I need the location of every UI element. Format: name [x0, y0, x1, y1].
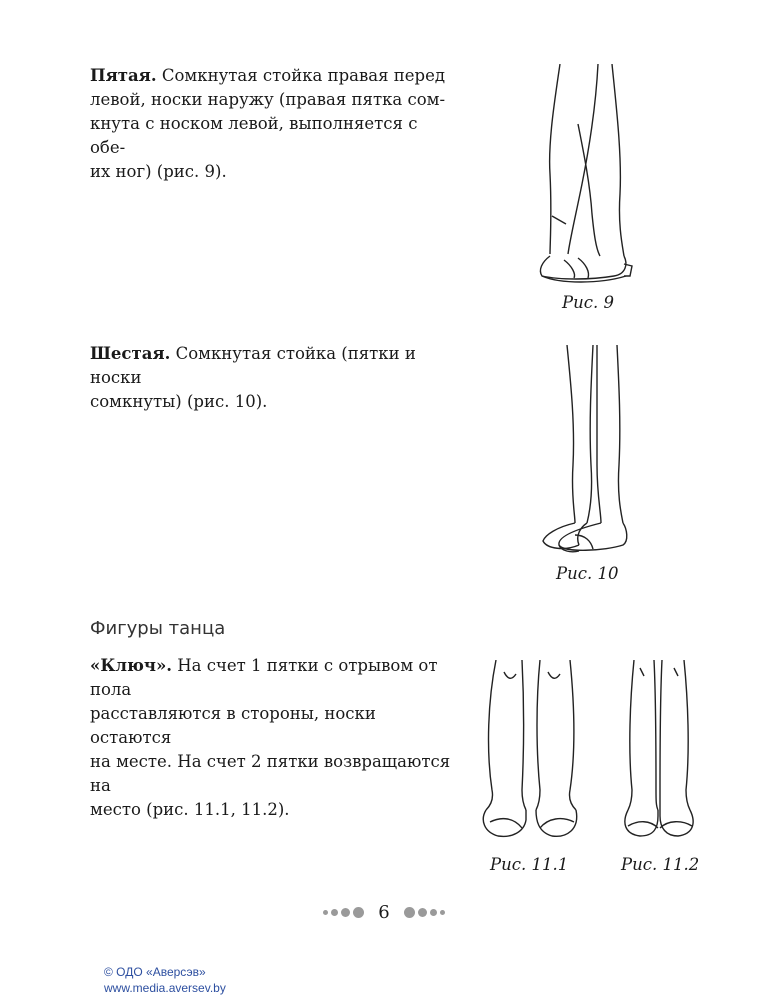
paragraph-sixth-position [90, 342, 455, 414]
figure-11-1-illustration [478, 660, 588, 845]
figure-9-illustration [530, 64, 640, 289]
text-line: расставляются в стороны, носки остаются [90, 704, 376, 747]
caption-fig-11-2: Рис. 11.2 [621, 855, 700, 874]
decorative-dots-left [323, 907, 364, 918]
copyright-text: © ОДО «Аверсэв» [104, 965, 206, 979]
text-line: левой, носки наружу (правая пятка сом- [90, 90, 446, 109]
section-title-dance-figures: Фигуры танца [90, 618, 226, 639]
page-number-indicator [0, 902, 768, 923]
text-line: на месте. На счет 2 пятки возвращаются на [90, 752, 451, 795]
term-key: «Ключ». [90, 656, 173, 675]
publisher-footer [104, 964, 226, 996]
decorative-dots-right [404, 907, 445, 918]
text-line: Сомкнутая стойка (пятки и носки [90, 344, 416, 387]
text-line: их ног) (рис. 9). [90, 162, 227, 181]
text-line: кнута с носком левой, выполняется с обе- [90, 114, 418, 157]
term-fifth: Пятая. [90, 66, 157, 85]
caption-fig-11-1: Рис. 11.1 [490, 855, 569, 874]
figure-10-illustration [535, 345, 635, 560]
caption-fig-10: Рис. 10 [556, 564, 619, 583]
page-number: 6 [378, 902, 390, 923]
paragraph-fifth-position [90, 64, 455, 184]
text-line: Сомкнутая стойка правая перед [156, 66, 446, 85]
paragraph-key-figure [90, 654, 455, 822]
publisher-url-link[interactable]: www.media.aversev.by [104, 981, 226, 995]
term-sixth: Шестая. [90, 344, 171, 363]
figure-11-2-illustration [620, 660, 700, 845]
text-line: сомкнуты) (рис. 10). [90, 392, 268, 411]
text-line: место (рис. 11.1, 11.2). [90, 800, 290, 819]
caption-fig-9: Рис. 9 [562, 293, 614, 312]
text-line: На счет 1 пятки с отрывом от пола [90, 656, 438, 699]
